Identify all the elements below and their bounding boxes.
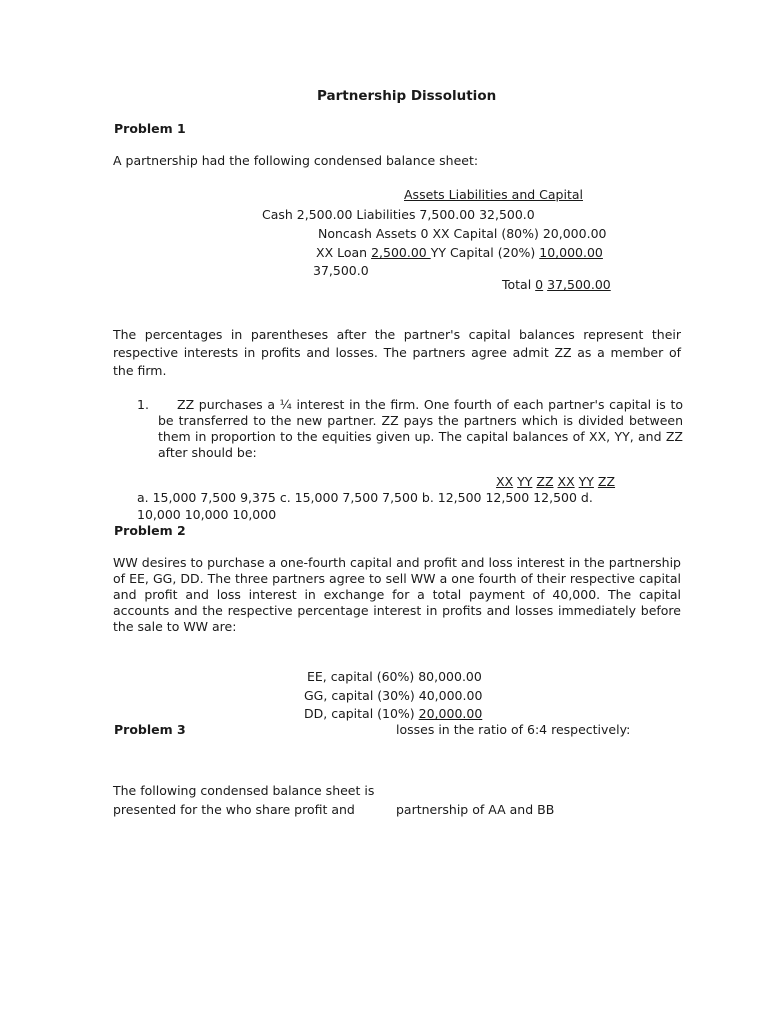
item-number: 1. [137, 397, 149, 412]
choices-line-1: a. 15,000 7,500 9,375 c. 15,000 7,500 7,500 b. 12,500 12,500 12,500 d. [137, 490, 593, 505]
dd-capital-value: 20,000.00 [418, 706, 483, 721]
problem-2-heading: Problem 2 [114, 523, 186, 538]
xx-loan-value: 2,500.00 [371, 245, 431, 260]
page-title: Partnership Dissolution [317, 88, 497, 104]
total-value-a: 0 [535, 277, 544, 292]
total-value-b: 37,500.00 [547, 277, 611, 292]
choice-col-yy-2: YY [578, 474, 594, 489]
dd-capital-label: DD, capital (10%) [304, 706, 419, 721]
choice-col-zz-2: ZZ [597, 474, 616, 489]
balance-sheet-total [502, 277, 611, 293]
total-label: Total [502, 277, 536, 292]
problem-3-heading: Problem 3 [114, 722, 186, 737]
problem-3-ratio-text: losses in the ratio of 6:4 respectively: [396, 722, 631, 737]
ee-capital-line: EE, capital (60%) 80,000.00 [307, 669, 482, 684]
dd-capital-line [304, 706, 482, 722]
problem-1-intro: A partnership had the following condensed balance sheet: [113, 153, 479, 168]
problem-1-heading: Problem 1 [114, 121, 186, 136]
balance-sheet-row-3 [316, 245, 603, 261]
choice-col-xx-2: XX [557, 474, 575, 489]
balance-sheet-row-4: 37,500.0 [313, 263, 369, 278]
xx-loan-label: XX Loan [316, 245, 372, 260]
item-text: ZZ purchases a ¼ interest in the firm. One fourth of each partner's capital is to be transferred to the new partner. ZZ pays the partners which is divided between them in proportion to the equities given up. The capital balances of XX, YY, and ZZ after should be: [158, 397, 683, 460]
balance-sheet-row-1: Cash 2,500.00 Liabilities 7,500.00 32,500.0 [262, 207, 535, 222]
choices-line-2: 10,000 10,000 10,000 [137, 507, 277, 522]
balance-sheet-row-2: Noncash Assets 0 XX Capital (80%) 20,000.00 [318, 226, 607, 241]
problem-1-paragraph: The percentages in parentheses after the partner's capital balances represent their respective interests in profits and losses. The partners agree admit ZZ as a member of the firm. [113, 327, 681, 378]
yy-capital-label: YY Capital (20%) [430, 245, 540, 260]
problem-3-left-line-2: presented for the who share profit and [113, 802, 355, 817]
yy-capital-value: 10,000.00 [539, 245, 603, 260]
problem-2-paragraph: WW desires to purchase a one-fourth capital and profit and loss interest in the partnership of EE, GG, DD. The three partners agree to sell WW a one fourth of their respective capital and profit and loss interest in exchange for a total payment of 40,000. The capital accounts and the respective percentage interest in profits and losses immediately before the sale to WW are: [113, 555, 681, 634]
choice-col-xx: XX [496, 474, 514, 489]
choices-header [496, 474, 615, 490]
problem-3-left-line-1: The following condensed balance sheet is [113, 783, 375, 798]
choice-col-yy: YY [517, 474, 533, 489]
gg-capital-line: GG, capital (30%) 40,000.00 [304, 688, 483, 703]
balance-sheet-header: Assets Liabilities and Capital [404, 187, 583, 202]
problem-3-right-text: partnership of AA and BB [396, 802, 555, 817]
choice-col-zz: ZZ [536, 474, 554, 489]
